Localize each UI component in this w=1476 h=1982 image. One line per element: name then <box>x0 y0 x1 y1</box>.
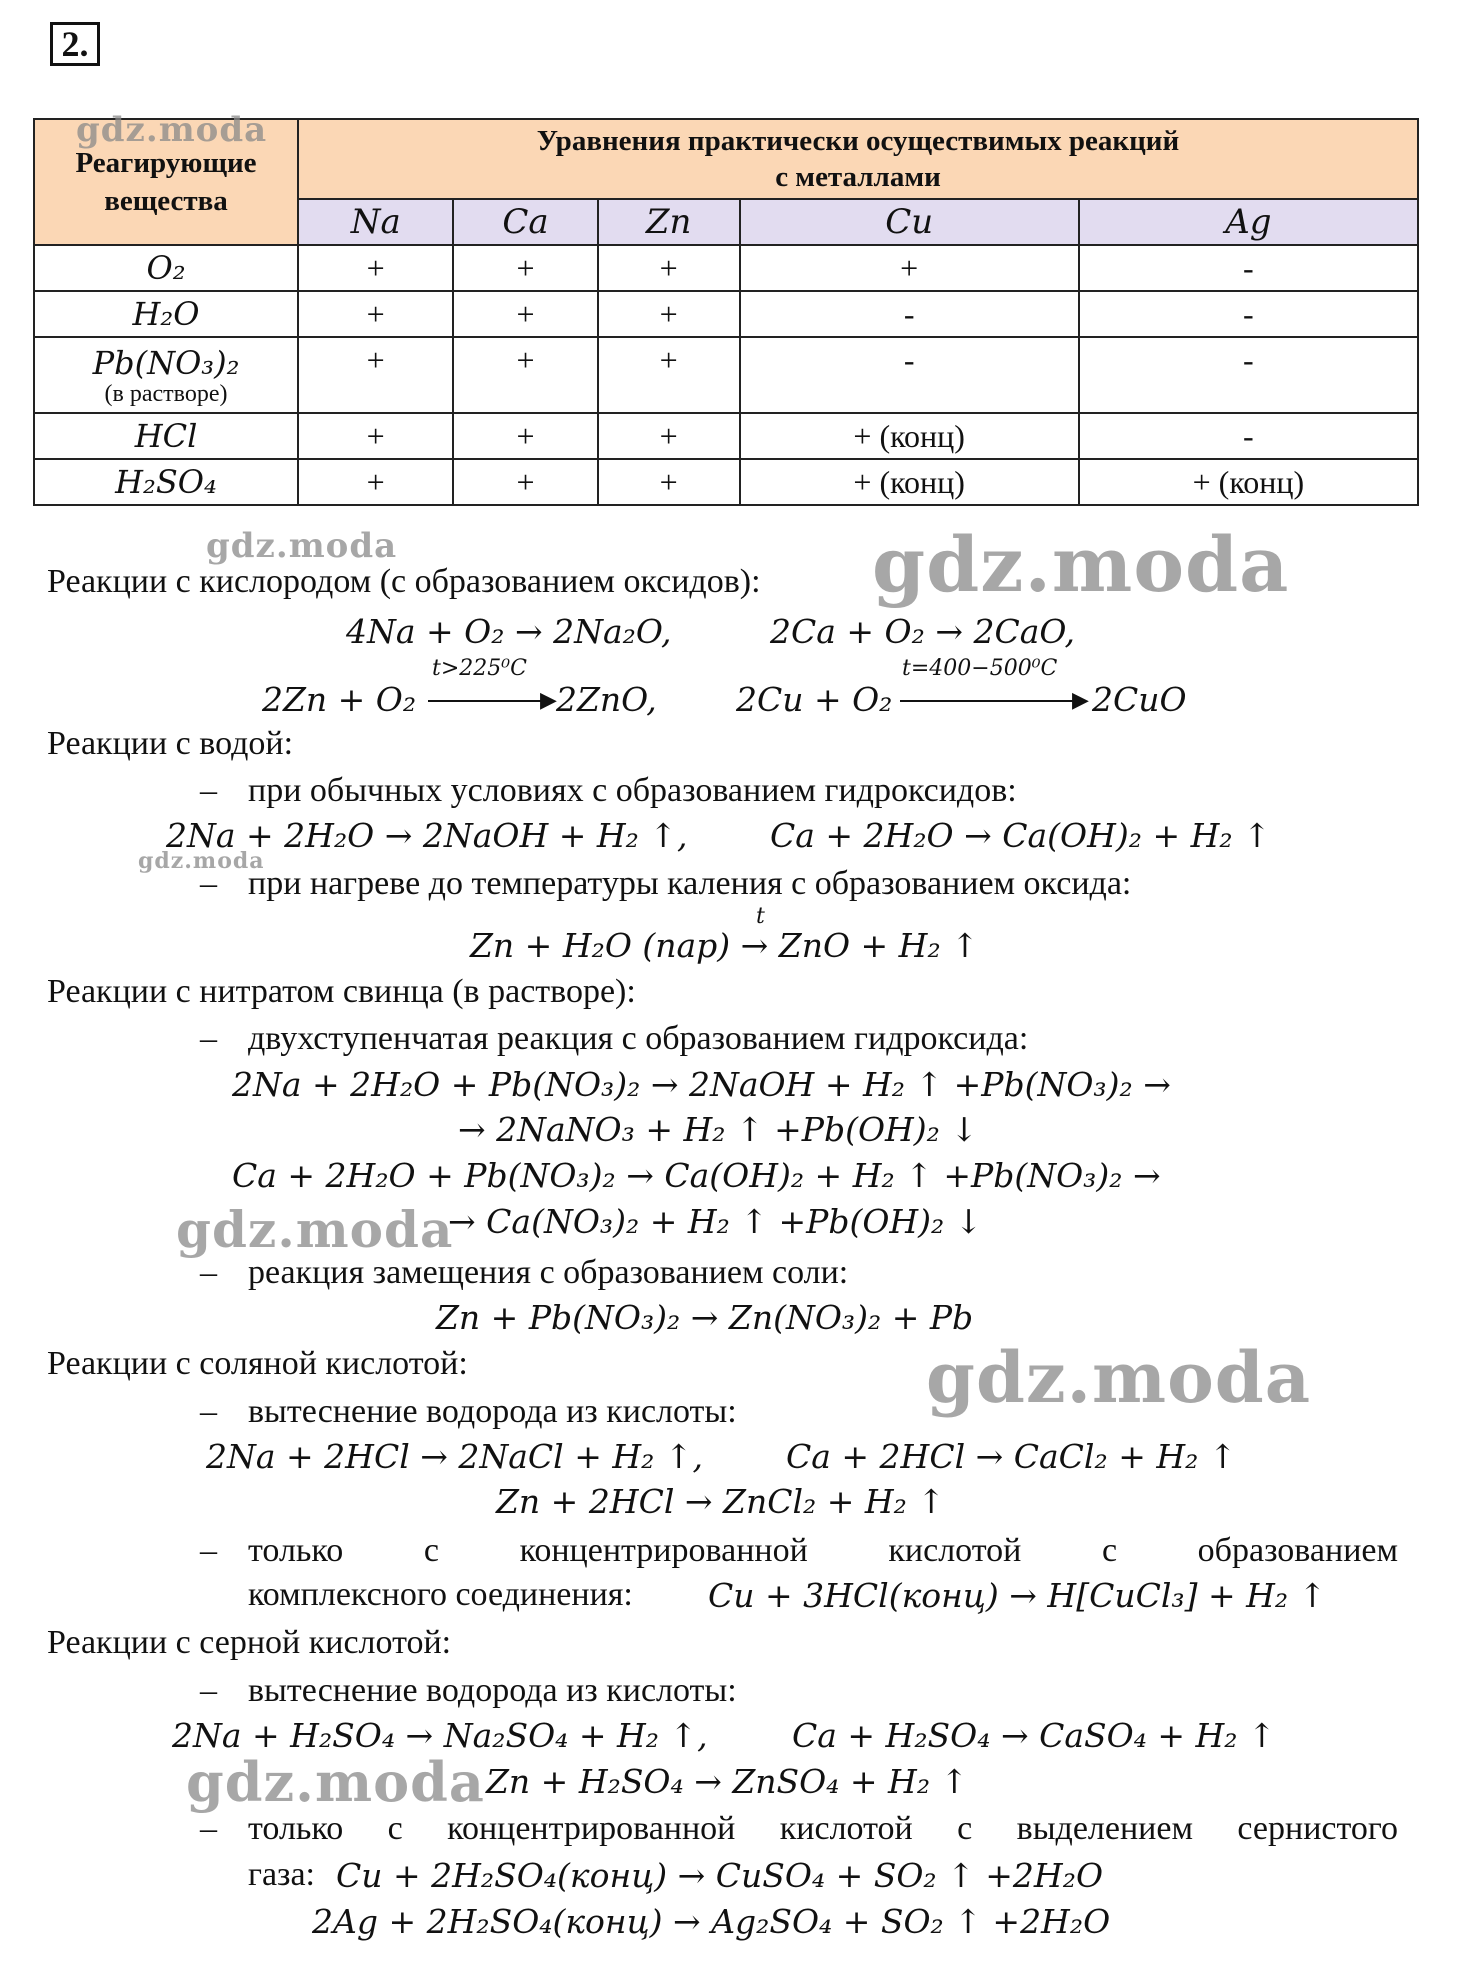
nitrate-eq2b: → Ca(NO₃)₂ + H₂ ↑ +Pb(OH)₂ ↓ <box>448 1202 983 1241</box>
substance-note: (в растворе) <box>104 381 228 407</box>
nitrate-item2: реакция замещения с образованием соли: <box>248 1254 849 1291</box>
table-cell: + <box>598 337 740 413</box>
water-item2: при нагреве до температуры каления с образованием оксида: <box>248 865 1132 902</box>
h2so4-item2-line2: газа: <box>248 1856 316 1893</box>
h2so4-heading: Реакции с серной кислотой: <box>47 1624 452 1661</box>
table-cell: + <box>598 413 740 459</box>
table-cell: - <box>1079 245 1418 291</box>
oxygen-eq1: 4Na + O₂ → 2Na₂O, <box>346 612 672 651</box>
substance-pbno32 <box>34 337 298 413</box>
metal-na: Na <box>298 199 453 245</box>
table-cell: - <box>1079 291 1418 337</box>
header-equations <box>298 119 1418 199</box>
arrow-head-icon: ▶ <box>540 687 557 712</box>
oxygen-eq4-right: 2CuO <box>1092 680 1187 719</box>
water-item1: при обычных условиях с образованием гидроксидов: <box>248 772 1017 809</box>
hcl-item2-line2: комплексного соединения: <box>248 1576 633 1613</box>
hcl-item1: вытеснение водорода из кислоты: <box>248 1393 737 1430</box>
table-cell: + (конц) <box>740 413 1079 459</box>
table-row <box>34 337 1418 413</box>
oxygen-eq3-right: 2ZnO, <box>556 680 657 719</box>
oxygen-eq4-condition: t=400−500⁰C <box>902 656 1058 681</box>
bullet-dash: – <box>200 1254 217 1291</box>
oxygen-eq3-condition: t>225⁰C <box>432 656 527 681</box>
watermark-logo: gdz.moda <box>206 526 398 566</box>
metal-zn: Zn <box>598 199 740 245</box>
watermark-logo: gdz.moda <box>872 520 1290 609</box>
h2so4-eq4: Cu + 2H₂SO₄(конц) → CuSO₄ + SO₂ ↑ +2H₂O <box>336 1856 1103 1895</box>
substance-o2: O₂ <box>34 245 298 291</box>
bullet-dash: – <box>200 1020 217 1057</box>
table-cell: + <box>453 337 597 413</box>
water-heading: Реакции с водой: <box>47 725 294 762</box>
h2so4-eq3: Zn + H₂SO₄ → ZnSO₄ + H₂ ↑ <box>486 1762 969 1801</box>
hcl-heading: Реакции с соляной кислотой: <box>47 1345 468 1382</box>
bullet-dash: – <box>200 1672 217 1709</box>
table-cell: + <box>298 291 453 337</box>
water-eq3: Zn + H₂O (пар) → ZnO + H₂ ↑ <box>470 926 979 965</box>
watermark-logo: gdz.moda <box>186 1750 485 1814</box>
oxygen-eq4-left: 2Cu + O₂ <box>736 680 893 719</box>
arrow-head-icon: ▶ <box>1072 687 1089 712</box>
bullet-dash: – <box>200 1810 217 1847</box>
substance-hcl: HCl <box>34 413 298 459</box>
nitrate-eq1a: 2Na + 2H₂O + Pb(NO₃)₂ → 2NaOH + H₂ ↑ +Pb(NO₃)₂ → <box>232 1065 1171 1104</box>
table-row <box>34 291 1418 337</box>
arrow-line <box>900 700 1078 702</box>
water-eq1: 2Na + 2H₂O → 2NaOH + H₂ ↑, <box>166 816 688 855</box>
substance-pbno32-formula: Pb(NO₃)₂ <box>92 344 240 382</box>
bullet-dash: – <box>200 772 217 809</box>
nitrate-eq2a: Ca + 2H₂O + Pb(NO₃)₂ → Ca(OH)₂ + H₂ ↑ +Pb(NO₃)₂ → <box>232 1156 1161 1195</box>
bullet-dash: – <box>200 865 217 902</box>
table-cell: + <box>598 291 740 337</box>
hcl-eq2: Ca + 2HCl → CaCl₂ + H₂ ↑ <box>786 1437 1237 1476</box>
table-cell: + <box>298 413 453 459</box>
table-cell: + <box>453 291 597 337</box>
table-cell: + (конц) <box>1079 459 1418 505</box>
table-cell: + (конц) <box>740 459 1079 505</box>
table-cell: + <box>298 245 453 291</box>
table-cell: + <box>453 245 597 291</box>
oxygen-eq3-left: 2Zn + O₂ <box>262 680 417 719</box>
table-cell: - <box>1079 337 1418 413</box>
nitrate-eq3: Zn + Pb(NO₃)₂ → Zn(NO₃)₂ + Pb <box>436 1298 974 1337</box>
table-cell: - <box>740 291 1079 337</box>
watermark-logo: gdz.moda <box>138 848 265 874</box>
table-cell: + <box>598 245 740 291</box>
watermark-logo: gdz.moda <box>176 1200 454 1259</box>
h2so4-item1: вытеснение водорода из кислоты: <box>248 1672 737 1709</box>
header-reactants: Реагирующие вещества <box>34 119 298 245</box>
hcl-eq3: Zn + 2HCl → ZnCl₂ + H₂ ↑ <box>496 1482 946 1521</box>
hcl-item2-line1: только с концентрированной кислотой с образованием <box>248 1532 1398 1569</box>
bullet-dash: – <box>200 1393 217 1430</box>
water-eq3-condition: t <box>756 904 765 929</box>
reactions-table <box>33 118 1419 506</box>
table-cell: + <box>298 459 453 505</box>
header-equations-line2: с металлами <box>775 161 941 193</box>
substance-h2o: H₂O <box>34 291 298 337</box>
oxygen-heading: Реакции с кислородом (с образованием оксидов): <box>47 563 761 600</box>
substance-h2so4: H₂SO₄ <box>34 459 298 505</box>
water-eq2: Ca + 2H₂O → Ca(OH)₂ + H₂ ↑ <box>770 816 1271 855</box>
metal-cu: Cu <box>740 199 1079 245</box>
watermark-logo: gdz.moda <box>926 1336 1312 1419</box>
table-row <box>34 413 1418 459</box>
metal-ca: Ca <box>453 199 597 245</box>
hcl-eq4: Cu + 3HCl(конц) → H[CuCl₃] + H₂ ↑ <box>708 1576 1327 1615</box>
h2so4-eq2: Ca + H₂SO₄ → CaSO₄ + H₂ ↑ <box>792 1716 1276 1755</box>
table-row <box>34 245 1418 291</box>
nitrate-eq1b: → 2NaNO₃ + H₂ ↑ +Pb(OH)₂ ↓ <box>458 1110 979 1149</box>
oxygen-eq2: 2Ca + O₂ → 2CaO, <box>770 612 1075 651</box>
nitrate-item1: двухступенчатая реакция с образованием гидроксида: <box>248 1020 1029 1057</box>
watermark-logo: gdz.moda <box>76 110 268 150</box>
h2so4-eq1: 2Na + H₂SO₄ → Na₂SO₄ + H₂ ↑, <box>172 1716 708 1755</box>
task-number: 2. <box>50 22 100 66</box>
table-row <box>34 459 1418 505</box>
metal-ag: Ag <box>1079 199 1418 245</box>
table-cell: - <box>740 337 1079 413</box>
table-cell: + <box>740 245 1079 291</box>
nitrate-heading: Реакции с нитратом свинца (в растворе): <box>47 973 636 1010</box>
table-cell: + <box>298 337 453 413</box>
table-cell: + <box>453 459 597 505</box>
table-cell: - <box>1079 413 1418 459</box>
header-equations-line1: Уравнения практически осуществимых реакций <box>536 125 1180 157</box>
arrow-line <box>428 700 546 702</box>
table-cell: + <box>453 413 597 459</box>
table-cell: + <box>598 459 740 505</box>
h2so4-eq5: 2Ag + 2H₂SO₄(конц) → Ag₂SO₄ + SO₂ ↑ +2H₂O <box>312 1902 1111 1941</box>
hcl-eq1: 2Na + 2HCl → 2NaCl + H₂ ↑, <box>206 1437 703 1476</box>
bullet-dash: – <box>200 1532 217 1569</box>
h2so4-item2-line1: только с концентрированной кислотой с выделением сернистого <box>248 1810 1398 1847</box>
